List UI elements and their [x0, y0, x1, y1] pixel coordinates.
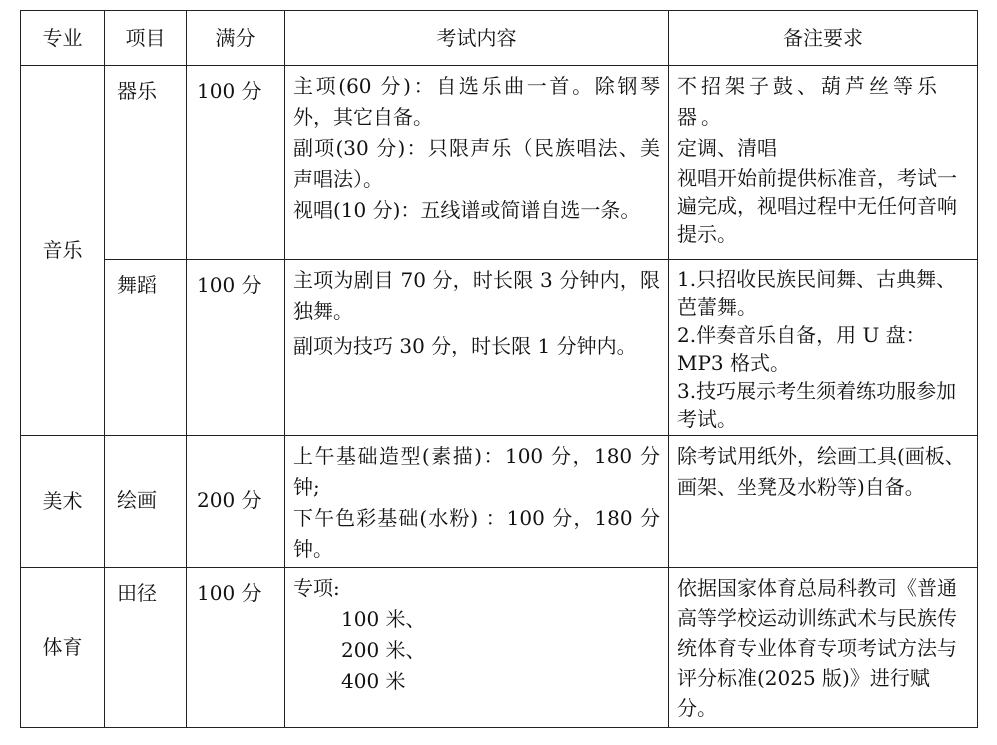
- major-music: 音乐: [21, 66, 105, 436]
- remark-line: 定调、清唱: [677, 136, 777, 160]
- event-item: 200 米、: [341, 638, 426, 662]
- header-item: 项目: [105, 11, 187, 66]
- remark-line: 不招架子鼓、葫芦丝等乐器。: [677, 74, 941, 129]
- item-art: 绘画: [105, 436, 187, 568]
- remark-line: 依据国家体育总局科教司《普通高等学校运动训练武术与民族传统体育专业体育专项考试方法与评分标准(2025 版)》进行赋分。: [677, 576, 957, 720]
- score-dance: 100 分: [187, 260, 285, 436]
- remark-line: 3.技巧展示考生须着练功服参加考试。: [677, 379, 957, 431]
- remarks-dance: [669, 260, 978, 436]
- score-art: 200 分: [187, 436, 285, 568]
- event-item: 100 米、: [341, 607, 426, 631]
- content-line: 上午基础造型(素描)：100 分，180 分钟;: [293, 444, 660, 499]
- remark-line: 除考试用纸外，绘画工具(画板、画架、坐凳及水粉等)自备。: [677, 444, 965, 499]
- content-sports: [285, 568, 669, 728]
- content-dance: [285, 260, 669, 436]
- table-row-sports: [21, 568, 978, 728]
- score-sports: 100 分: [187, 568, 285, 728]
- content-line: 视唱(10 分)：五线谱或简谱自选一条。: [293, 198, 641, 222]
- score-instrumental: 100 分: [187, 66, 285, 260]
- content-line: 副项(30 分)：只限声乐（民族唱法、美声唱法）。: [293, 136, 660, 191]
- remarks-sports: [669, 568, 978, 728]
- table-row-art: [21, 436, 978, 568]
- item-dance: 舞蹈: [105, 260, 187, 436]
- table-row-instrumental: [21, 66, 978, 260]
- content-art: [285, 436, 669, 568]
- event-item: 400 米: [341, 669, 406, 693]
- exam-table: [20, 10, 978, 728]
- remarks-art: [669, 436, 978, 568]
- major-sports: 体育: [21, 568, 105, 728]
- content-line: 主项为剧目 70 分，时长限 3 分钟内，限独舞。: [293, 268, 660, 323]
- content-line: 主项(60 分)：自选乐曲一首。除钢琴外，其它自备。: [293, 74, 660, 129]
- item-instrumental: 器乐: [105, 66, 187, 260]
- content-line: 副项为技巧 30 分，时长限 1 分钟内。: [293, 334, 637, 358]
- content-instrumental: [285, 66, 669, 260]
- header-major: 专业: [21, 11, 105, 66]
- header-score: 满分: [187, 11, 285, 66]
- remark-line: 视唱开始前提供标准音，考试一遍完成，视唱过程中无任何音响提示。: [677, 166, 957, 246]
- table-row-dance: [21, 260, 978, 436]
- header-content: 考试内容: [285, 11, 669, 66]
- remark-line: 2.伴奏音乐自备，用 U 盘：MP3 格式。: [677, 323, 926, 375]
- header-row: [21, 11, 978, 66]
- content-title: 专项:: [293, 576, 340, 600]
- remarks-instrumental: [669, 66, 978, 260]
- item-sports: 田径: [105, 568, 187, 728]
- remark-line: 1.只招收民族民间舞、古典舞、芭蕾舞。: [677, 267, 957, 319]
- content-line: 下午色彩基础(水粉) ：100 分，180 分钟。: [293, 506, 660, 561]
- major-art: 美术: [21, 436, 105, 568]
- header-remarks: 备注要求: [669, 11, 978, 66]
